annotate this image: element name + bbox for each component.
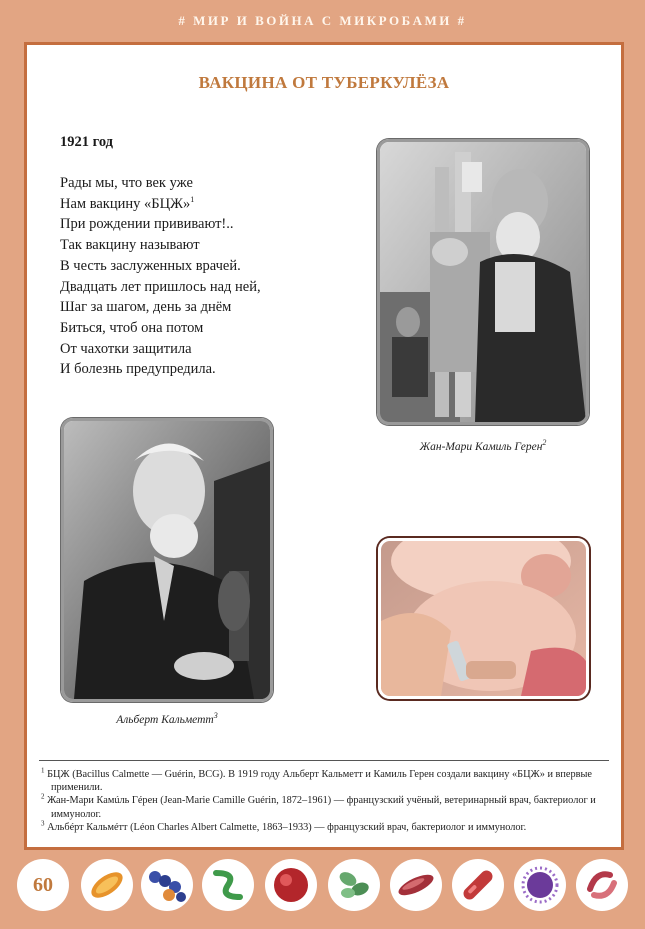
poem-line: Шаг за шагом, день за днём bbox=[60, 299, 232, 316]
footnote: $^3$ Альбéрт Кальмéтт (Léon Charles Albert Calmette, 1863–1933) — французский врач, бактериолог и иммунолог. bbox=[41, 819, 527, 833]
red-capsule-icon bbox=[452, 859, 504, 911]
poem-line: Рады мы, что век уже bbox=[60, 175, 193, 191]
page-content bbox=[24, 42, 624, 850]
guerin-photo bbox=[377, 139, 589, 425]
year-heading: 1921 год bbox=[60, 134, 114, 150]
bottom-bar bbox=[0, 856, 645, 929]
footnote-mark: 2 bbox=[542, 438, 547, 448]
blue-chain-icon bbox=[141, 859, 193, 911]
orange-bacillus-icon bbox=[81, 859, 133, 911]
page-number: 60 bbox=[17, 859, 69, 911]
calmette-photo bbox=[61, 418, 273, 702]
red-sphere-icon bbox=[265, 859, 317, 911]
poem-line: Двадцать лет пришлось над ней, bbox=[60, 278, 261, 295]
purple-virus-icon bbox=[514, 859, 566, 911]
green-cluster-icon bbox=[328, 859, 380, 911]
poem-line: От чахотки защитила bbox=[60, 340, 192, 357]
guerin-caption: Жан-Мари Камиль Герен$^2$ bbox=[419, 438, 547, 453]
vaccination-photo bbox=[378, 538, 589, 699]
poem-line: Так вакцину называют bbox=[60, 237, 200, 254]
footnote: $^1$ БЦЖ (Bacillus Calmette — Guérin, BCG). В 1919 году Альберт Кальметт и Камиль Герен создали вакцину «БЦЖ» и впервые применили. bbox=[41, 766, 593, 794]
poem-line: И болезнь предупредила. bbox=[60, 361, 216, 378]
calmette-caption: Альберт Кальметт$^3$ bbox=[116, 711, 218, 726]
green-spiral-icon bbox=[202, 859, 254, 911]
red-rod-icon bbox=[390, 859, 442, 911]
footnotes bbox=[41, 768, 606, 834]
page-header: # МИР И ВОЙНА С МИКРОБАМИ # bbox=[178, 13, 467, 28]
red-curved-icon bbox=[576, 859, 628, 911]
footnote-divider bbox=[39, 760, 609, 761]
poem-line: Нам вакцину «БЦЖ»$^1$ bbox=[60, 194, 195, 212]
poem bbox=[60, 173, 261, 380]
footnote: $^2$ Жан-Мари Камúль Гéрен (Jean-Marie Camille Guérin, 1872–1961) — французский учёный, ветеринарный врач, бактериолог и иммунолог. bbox=[41, 792, 596, 820]
poem-line: Биться, чтоб она потом bbox=[60, 319, 204, 336]
poem-line: В честь заслуженных врачей. bbox=[60, 257, 241, 274]
page-title: ВАКЦИНА ОТ ТУБЕРКУЛЁЗА bbox=[198, 73, 450, 92]
footnote-mark: 1 bbox=[190, 194, 195, 204]
poem-line: При рождении прививают!.. bbox=[60, 216, 234, 233]
footnote-mark: 3 bbox=[213, 711, 218, 721]
